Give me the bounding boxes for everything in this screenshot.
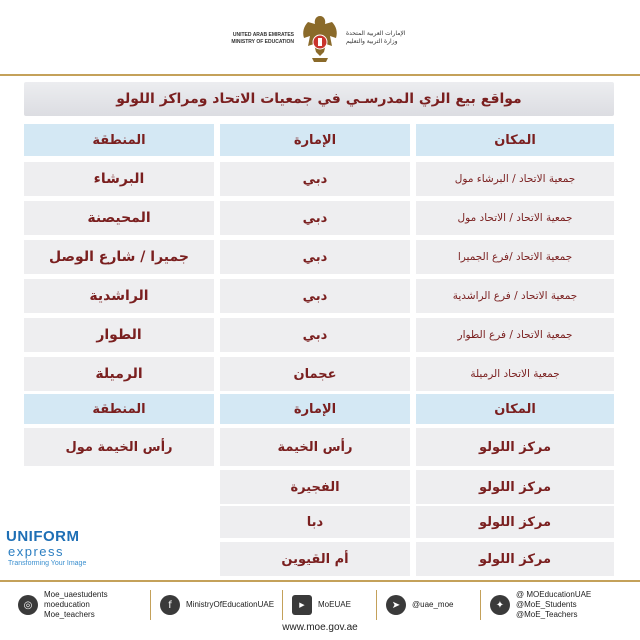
region-cell: الطوار [24,318,214,352]
instagram-account: moeducation [44,600,90,609]
table-row [24,428,614,466]
emblem-icon [298,12,342,66]
youtube-account: MoEUAE [318,600,351,609]
region-cell: رأس الخيمة مول [24,428,214,466]
telegram-icon: ➤ [386,595,406,615]
emirate-cell: دبي [220,318,410,352]
place-cell: جمعية الاتحاد / فرع الطوار [416,318,614,352]
ministry-name-arabic [346,30,436,46]
footer-separator [480,590,481,620]
table-row [24,357,614,391]
table-row [24,318,614,352]
place-cell: مركز اللولو [416,542,614,576]
emirate-cell: الفجيرة [220,470,410,504]
page-footer [0,582,640,640]
region-cell: المحيصنة [24,201,214,235]
table1-header-row [24,124,614,156]
emirate-cell: دبي [220,279,410,313]
page-header [0,0,640,78]
page-title: مواقع بيع الزي المدرسـي في جمعيات الاتحاد ومراكز اللولو [116,91,522,107]
place-cell: مركز اللولو [416,470,614,504]
twitter-account: @ MOEducationUAE [516,590,592,599]
table-row [24,201,614,235]
table-row [24,279,614,313]
footer-separator [282,590,283,620]
table-row [24,162,614,196]
title-bar [24,82,614,116]
youtube-icon: ▶ [292,595,312,615]
place-cell: مركز اللولو [416,428,614,466]
table-row [24,470,614,504]
table-row [24,240,614,274]
ministry-title-ar: وزارة التربية والتعليم [346,38,398,45]
instagram-account: Moe_uaestudents [44,590,108,599]
twitter-icon: ✦ [490,595,510,615]
region-cell: الراشدية [24,279,214,313]
emirate-cell: دبي [220,162,410,196]
header-region: المنطقة [24,124,214,156]
ministry-country-en: UNITED ARAB EMIRATES [232,32,294,38]
place-cell: جمعية الاتحاد / الاتحاد مول [416,201,614,235]
logo-tagline: Transforming Your Image [8,560,87,567]
instagram-account: Moe_teachers [44,610,95,619]
logo-line-express: express [8,544,65,559]
header-place: المكان [416,394,614,424]
header-emirate: الإمارة [220,124,410,156]
twitter-account: @MoE_Students [516,600,577,609]
header-emirate: الإمارة [220,394,410,424]
logo-line-uniform: UNIFORM [6,528,80,545]
header-region: المنطقة [24,394,214,424]
website-link[interactable]: www.moe.gov.ae [282,622,358,633]
instagram-accounts [44,590,108,620]
footer-separator [376,590,377,620]
footer-separator [150,590,151,620]
instagram-link[interactable] [18,590,108,620]
facebook-account: MinistryOfEducationUAE [186,600,275,609]
region-cell: جميرا / شارع الوصل [24,240,214,274]
facebook-icon: f [160,595,180,615]
place-cell: جمعية الاتحاد / البرشاء مول [416,162,614,196]
region-cell: الرميلة [24,357,214,391]
emirate-cell: أم القيوين [220,542,410,576]
telegram-link[interactable] [386,590,453,620]
uniform-express-logo [6,528,116,578]
instagram-icon: ◎ [18,595,38,615]
region-cell [24,470,214,504]
ministry-name-english [222,32,294,46]
ministry-title-en: MINISTRY OF EDUCATION [231,39,294,45]
ministry-country-ar: الإمارات العربية المتحدة [346,30,406,37]
place-cell: جمعية الاتحاد الرميلة [416,357,614,391]
emirate-cell: دبي [220,201,410,235]
table2-header-row [24,394,614,424]
telegram-account: @uae_moe [412,600,454,609]
facebook-link[interactable] [160,590,274,620]
place-cell: جمعية الاتحاد / فرع الراشدية [416,279,614,313]
header-place: المكان [416,124,614,156]
emirate-cell: دبا [220,506,410,538]
region-cell: البرشاء [24,162,214,196]
emirate-cell: دبي [220,240,410,274]
emirate-cell: عجمان [220,357,410,391]
twitter-link[interactable] [490,590,591,620]
place-cell: جمعية الاتحاد /فرع الجميرا [416,240,614,274]
youtube-link[interactable] [292,590,351,620]
header-divider [0,74,640,76]
place-cell: مركز اللولو [416,506,614,538]
twitter-account: @MoE_Teachers [516,610,578,619]
emirate-cell: رأس الخيمة [220,428,410,466]
twitter-accounts [516,590,591,620]
